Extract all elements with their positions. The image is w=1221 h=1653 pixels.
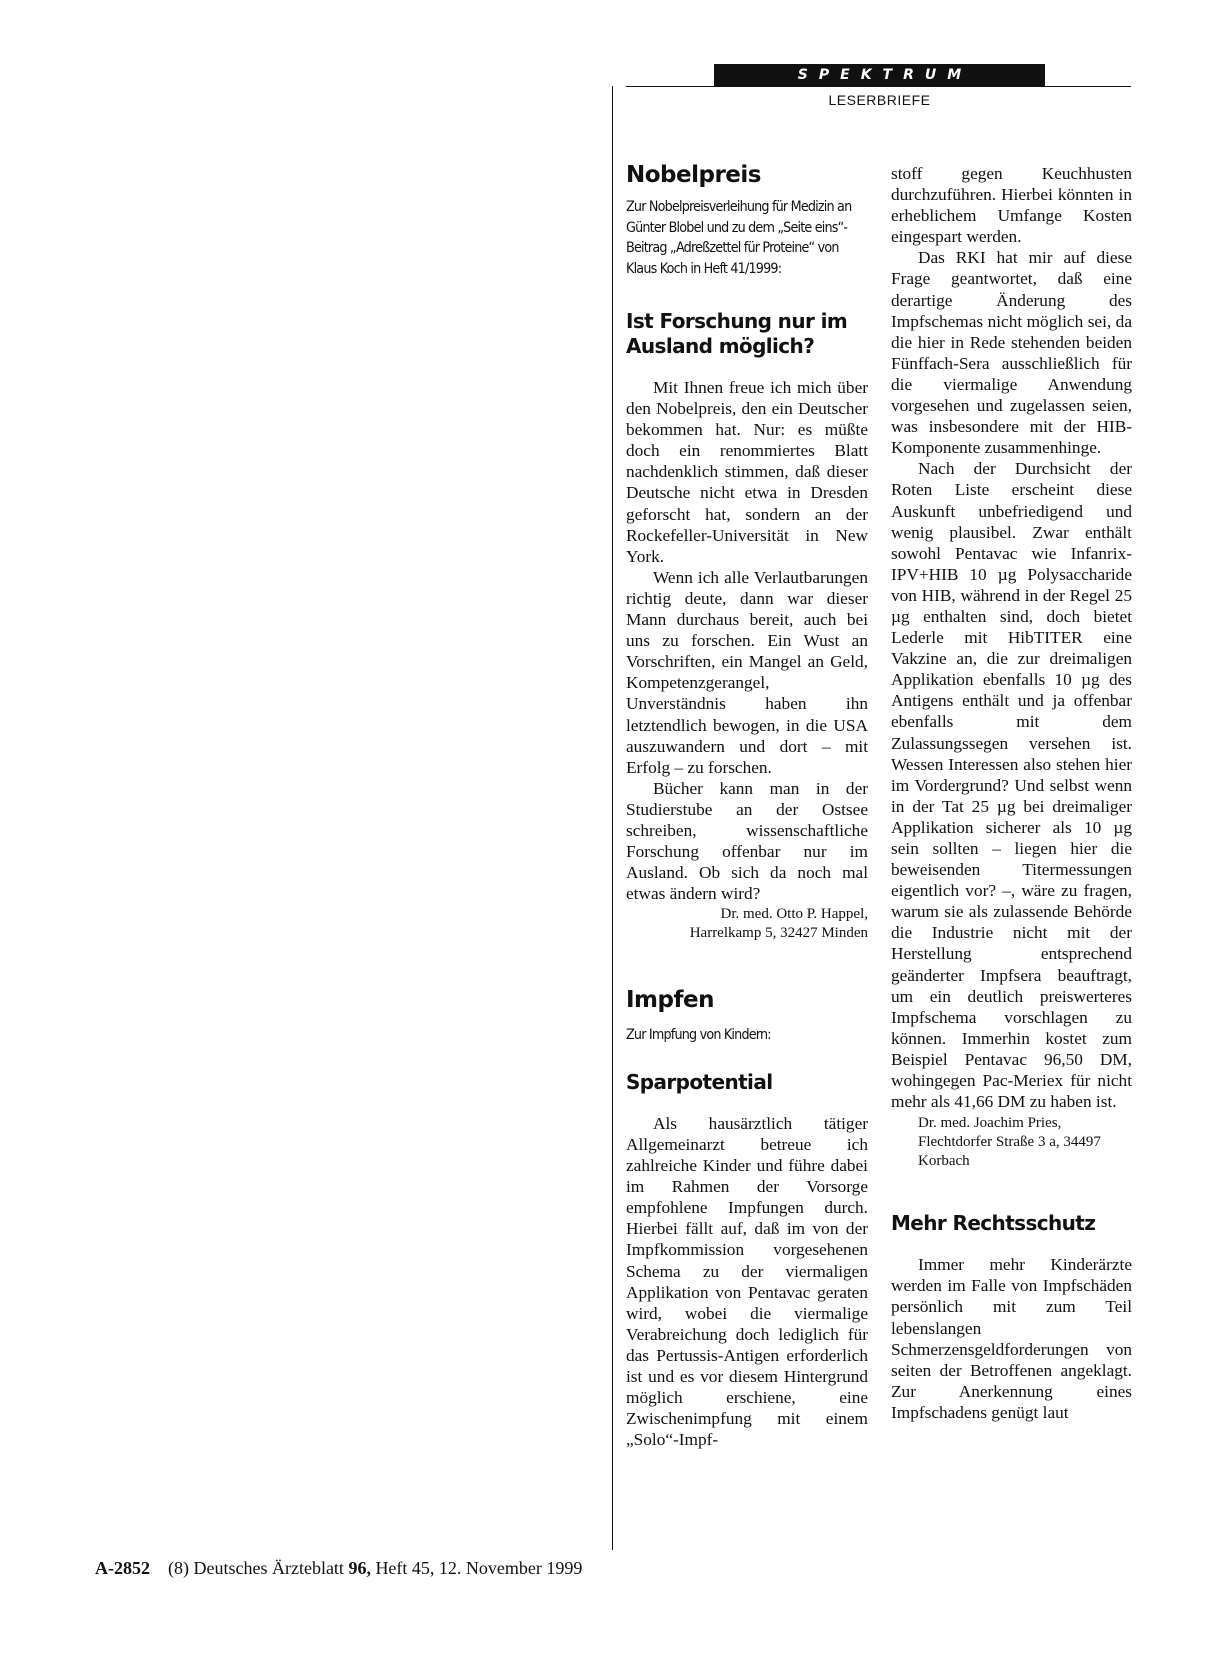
page-code: A-2852 [95,1558,150,1578]
signature-name: Dr. med. Joachim Pries, [918,1115,1062,1132]
paragraph-continuation: stoff gegen Keuchhusten durchzuführen. Hierbei könnten in erheblichem Umfange Kosten eingespart werden. [891,164,1132,247]
right-column [891,163,1132,1423]
paragraph: Nach der Durchsicht der Roten Liste erscheint diese Auskunft unbefriedigend und wenig plausibel. Zwar enthält sowohl Pentavac wie Infanrix-IPV+HIB 10 µg Polysaccharide von HIB, während in der Regel 25 µg enthalten sind, doch bietet Lederle mit HibTITER eine Vakzine an, die zur dreimaligen Applikation ebenfalls 10 µg des Antigens enthält und ja offenbar ebenfalls mit dem Zulassungssegen versehen ist. Wessen Interessen also stehen hier im Vordergrund? Und selbst wenn in der Tat 25 µg bei dreimaliger Applikation sicherer als 10 µg sein sollten – liegen hier die beweisenden Titermessungen eigentlich vor? –, wäre zu fragen, warum sie als zulassende Behörde die Industrie nicht mit der Herstellung entsprechend geänderter Impfsera beauftragt, um ein deutlich preiswerteres Impfschema vorschlagen zu können. Immerhin kostet zum Beispiel Pentavac 96,50 DM, wohingegen Pac-Meriex für nicht mehr als 41,66 DM zu haben ist. [891,459,1132,1112]
paragraph: Mit Ihnen freue ich mich über den Nobelpreis, den ein Deutscher bekommen hat. Nur: es müßte doch ein renommiertes Blatt nachdenklich stimmen, daß dieser Deutsche nicht etwa in Dresden geforscht hat, sondern an der Rockefeller-Universität in New York. [626,378,868,566]
signature-name: Dr. med. Otto P. Happel, [720,906,868,923]
article-lead-impfen: Zur Impfung von Kindern: [626,1027,771,1044]
section-banner-label: SPEKTRUM [797,67,973,83]
page-footer [95,1558,582,1579]
paragraph: Bücher kann man in der Studierstube an der Ostsee schreiben, wissenschaftliche Forschung offenbar nur im Ausland. Ob sich da noch mal etwas ändern wird? [626,778,868,904]
article-subheading-sparpotential: Sparpotential [626,1069,773,1094]
column-divider [612,86,613,1550]
section-label: LESERBRIEFE [828,92,931,108]
signature-city: Korbach [918,1153,970,1170]
paragraph: Wenn ich alle Verlautbarungen richtig deute, dann war dieser Mann durchaus bereit, auch bei uns zu forschen. Ein Wust an Vorschriften, ein Mangel an Geld, Kompetenzgerangel, Unverständnis haben ihn letztendlich bewogen, in die USA auszuwandern und dort – mit Erfolg – zu forschen. [626,567,868,777]
signature-address: Harrelkamp 5, 32427 Minden [689,925,868,942]
article-subheading-forschung: Ist Forschung nur im Ausland möglich? [626,309,848,358]
article-lead-nobelpreis: Zur Nobelpreisverleihung für Medizin an Günter Blobel und zu dem „Seite eins“-Beitrag „Adreßzettel für Proteine“ von Klaus Koch in Heft 41/1999: [626,199,852,277]
paragraph: Als hausärztlich tätiger Allgemeinarzt betreue ich zahlreiche Kinder und führe dabei im Rahmen der Vorsorge empfohlene Impfungen durch. Hierbei fällt auf, daß im von der Impfkommission vorgesehenen Schema zu der viermaligen Applikation von Pentavac geraten wird, wobei die viermalige Verabreichung doch lediglich für das Pertussis-Antigen erforderlich ist und es vor diesem Hintergrund möglich erschiene, eine Zwischenimpfung mit einem „Solo“-Impf- [626,1113,868,1450]
paragraph: Das RKI hat mir auf diese Frage geantwortet, daß eine derartige Änderung des Impfschemas nicht möglich sei, da die hier in Rede stehenden beiden Fünffach-Sera ausschließlich für die viermalige Anwendung vorgesehen und zugelassen seien, was insbesondere mit der HIB-Komponente zusammenhinge. [891,248,1132,458]
article-subheading-rechtsschutz: Mehr Rechtsschutz [891,1211,1096,1236]
article-heading-nobelpreis: Nobelpreis [626,162,761,188]
journal-name: (8) Deutsches Ärzteblatt [168,1558,344,1578]
volume-number: 96, [348,1558,371,1578]
header-rule [626,86,1131,87]
signature-address: Flechtdorfer Straße 3 a, 34497 [918,1134,1101,1151]
left-column [626,160,868,1450]
issue-date: Heft 45, 12. November 1999 [375,1558,583,1578]
article-heading-impfen: Impfen [626,987,714,1014]
paragraph: Immer mehr Kinderärzte werden im Falle von Impfschäden persönlich mit zum Teil lebenslangen Schmerzensgeldforderungen von seiten der Betroffenen angeklagt. Zur Anerkennung eines Impfschadens genügt laut [891,1255,1132,1422]
